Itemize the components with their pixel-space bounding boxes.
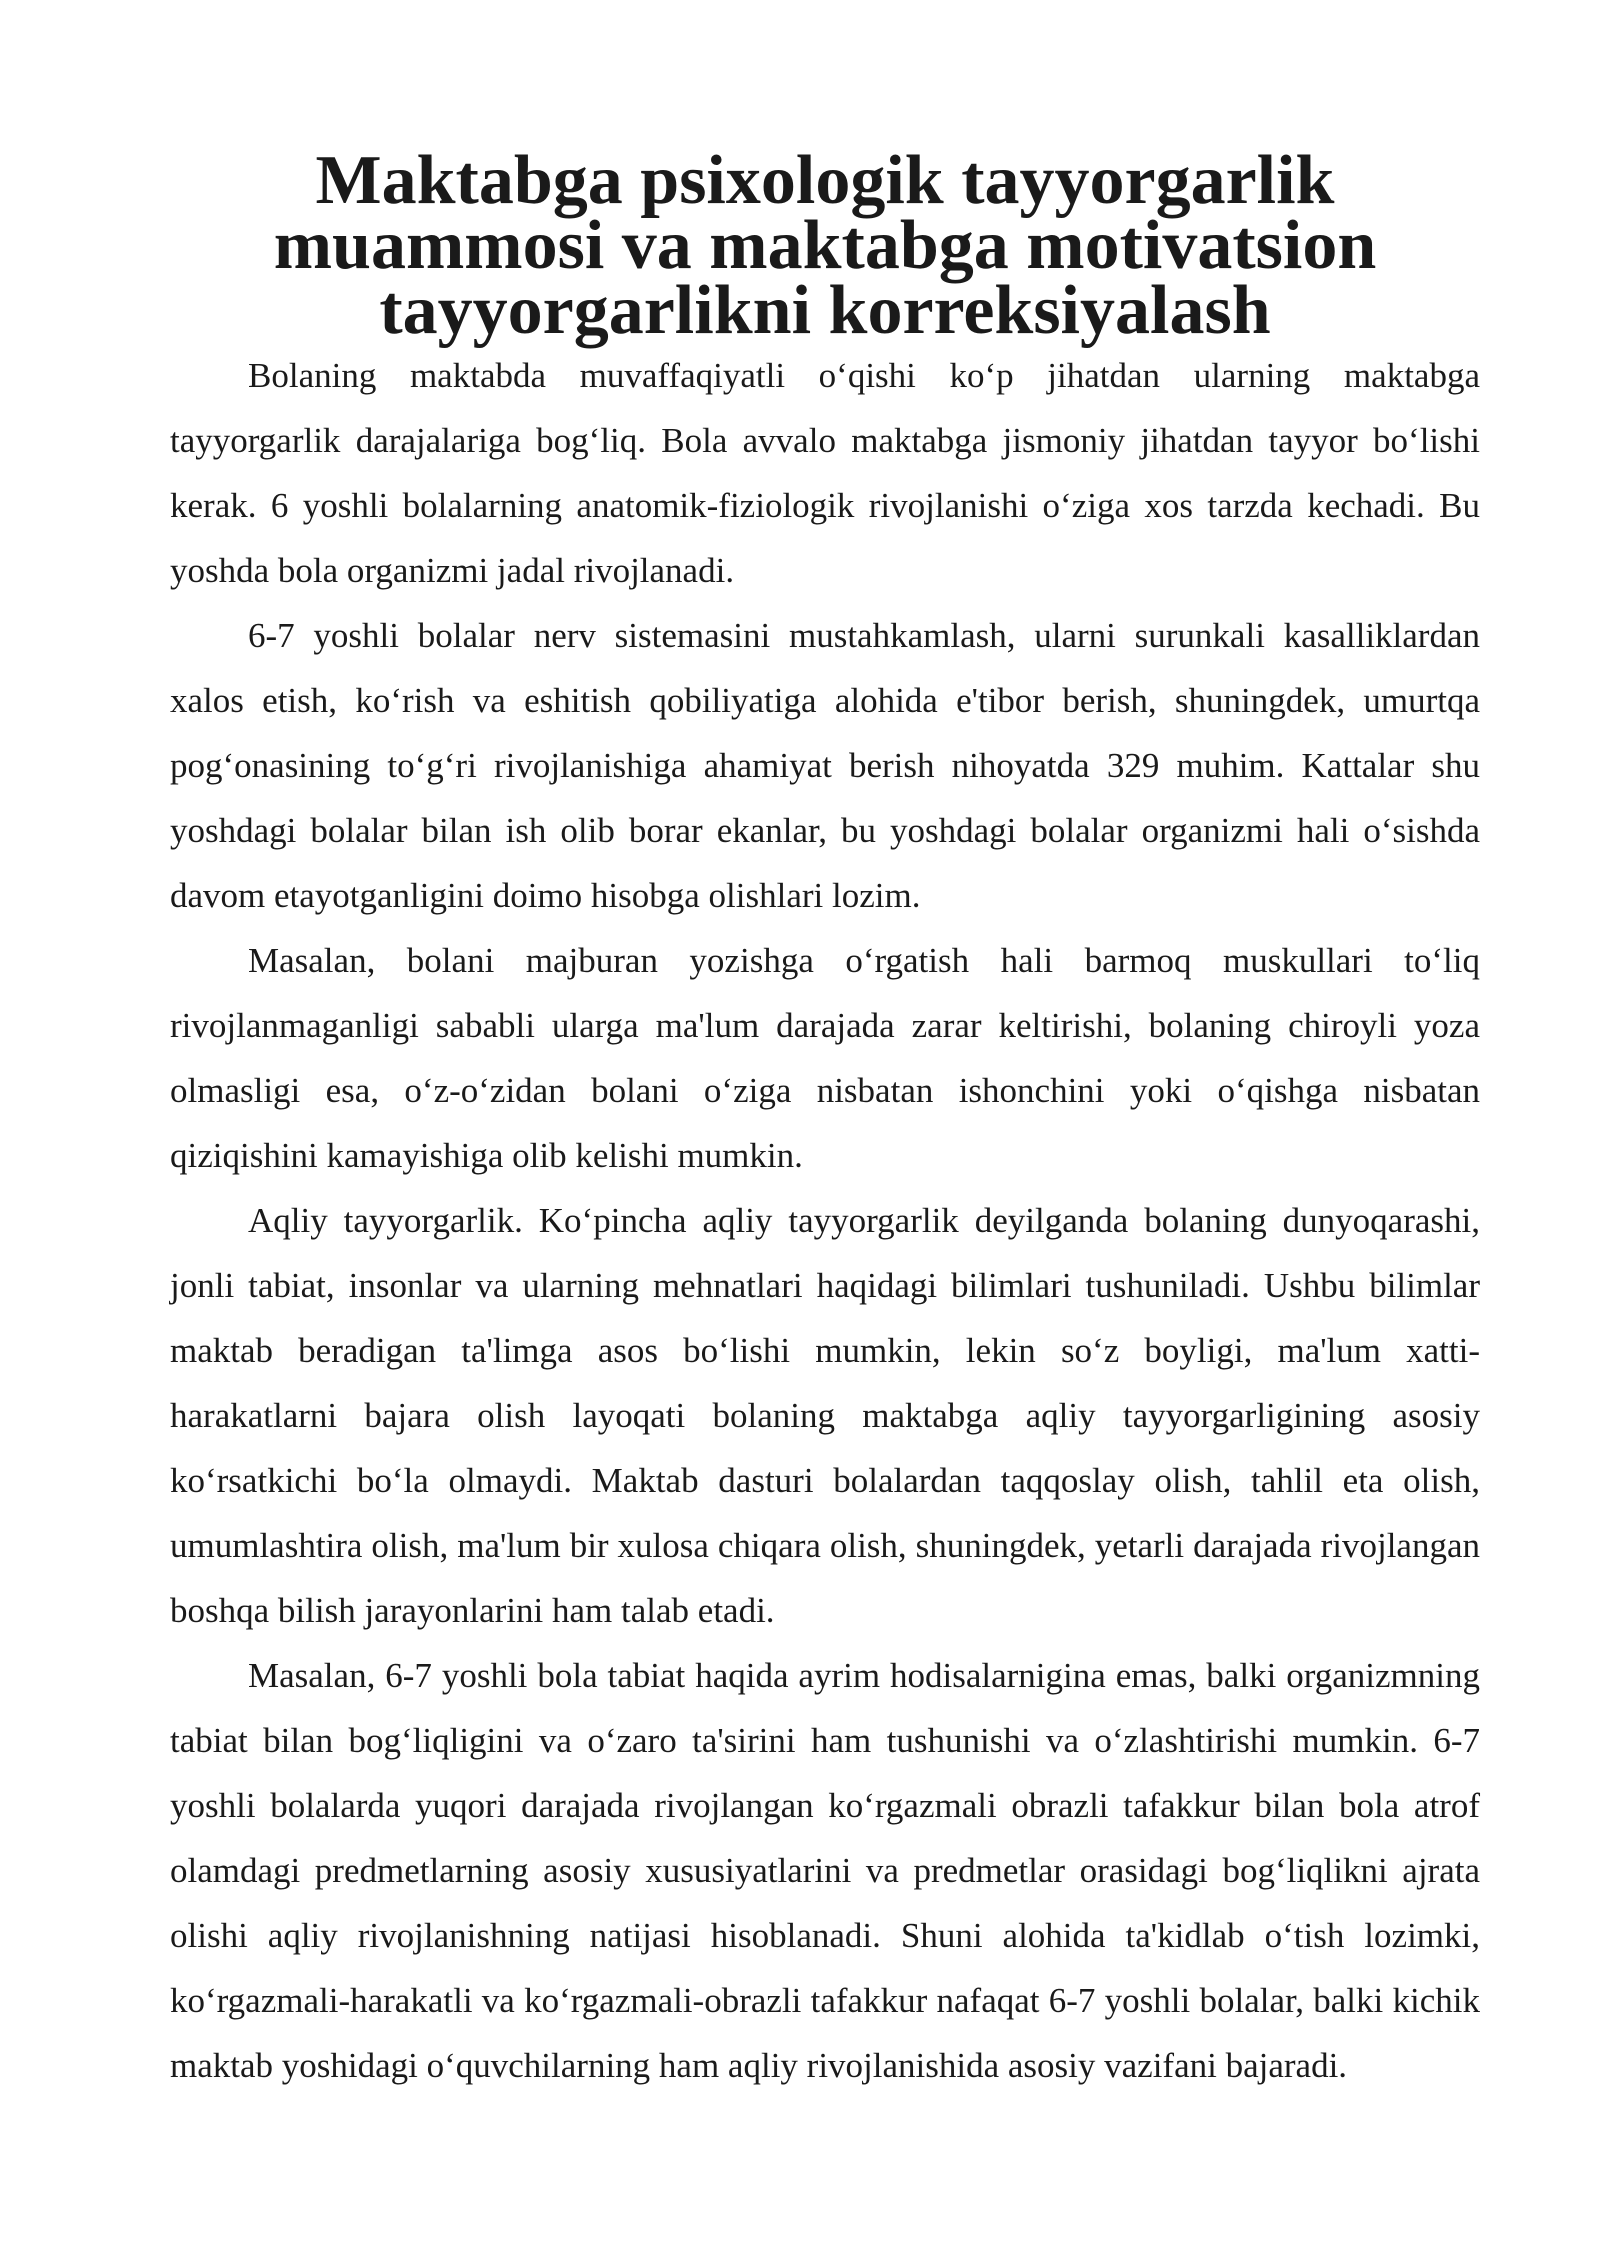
paragraph-writing-example: Masalan, bolani majburan yozishga o‘rgatish hali barmoq muskullari to‘liq rivojlanmaganligi sababli ularga ma'lum darajada zarar keltirishi, bolaning chiroyli yoza olmasligi esa, o‘z-o‘zidan bolani o‘ziga nisbatan ishonchini yoki o‘qishga nisbatan qiziqishini kamayishiga olib kelishi mumkin. [170, 941, 1480, 1175]
paragraph-thinking-example: Masalan, 6-7 yoshli bola tabiat haqida ayrim hodisalarnigina emas, balki organizmning tabiat bilan bog‘liqligini va o‘zaro ta'sirini ham tushunishi va o‘zlashtirishi mumkin. 6-7 yoshli bolalarda yuqori darajada rivojlangan ko‘rgazmali obrazli tafakkur bilan bola atrof olamdagi predmetlarning asosiy xususiyatlarini va predmetlar orasidagi bog‘liqlikni ajrata olishi aqliy rivojlanishning natijasi hisoblanadi. Shuni alohida ta'kidlab o‘tish lozimki, ko‘rgazmali-harakatli va ko‘rgazmali-obrazli tafakkur nafaqat 6-7 yoshli bolalar, balki kichik maktab yoshidagi o‘quvchilarning ham aqliy rivojlanishida asosiy vazifani bajaradi. [170, 1656, 1480, 2085]
paragraph-mental-readiness: Aqliy tayyorgarlik. Ko‘pincha aqliy tayyorgarlik deyilganda bolaning dunyoqarashi, jonli tabiat, insonlar va ularning mehnatlari haqidagi bilimlari tushuniladi. Ushbu bilimlar maktab beradigan ta'limga asos bo‘lishi mumkin, lekin so‘z boyligi, ma'lum xatti-harakatlarni bajara olish layoqati bolaning maktabga aqliy tayyorgarligining asosiy ko‘rsatkichi bo‘la olmaydi. Maktab dasturi bolalardan taqqoslay olish, tahlil eta olish, umumlashtira olish, ma'lum bir xulosa chiqara olish, shuningdek, yetarli darajada rivojlangan boshqa bilish jarayonlarini ham talab etadi. [170, 1201, 1480, 1630]
paragraph-physical-readiness: Bolaning maktabda muvaffaqiyatli o‘qishi ko‘p jihatdan ularning maktabga tayyorgarlik darajalariga bog‘liq. Bola avvalo maktabga jismoniy jihatdan tayyor bo‘lishi kerak. 6 yoshli bolalarning anatomik-fiziologik rivojlanishi o‘ziga xos tarzda kechadi. Bu yoshda bola organizmi jadal rivojlanadi. [170, 356, 1480, 590]
paragraph-health-care: 6-7 yoshli bolalar nerv sistemasini mustahkamlash, ularni surunkali kasalliklardan xalos etish, ko‘rish va eshitish qobiliyatiga alohida e'tibor berish, shuningdek, umurtqa pog‘onasining to‘g‘ri rivojlanishiga ahamiyat berish nihoyatda 329 muhim. Kattalar shu yoshdagi bolalar bilan ish olib borar ekanlar, bu yoshdagi bolalar organizmi hali o‘sishda davom etayotganligini doimo hisobga olishlari lozim. [170, 616, 1480, 915]
document-body [170, 142, 1480, 2098]
document-title: Maktabga psixologik tayyorgarlik muammosi va maktabga motivatsion tayyorgarlikni korreksiyalash [273, 142, 1377, 349]
